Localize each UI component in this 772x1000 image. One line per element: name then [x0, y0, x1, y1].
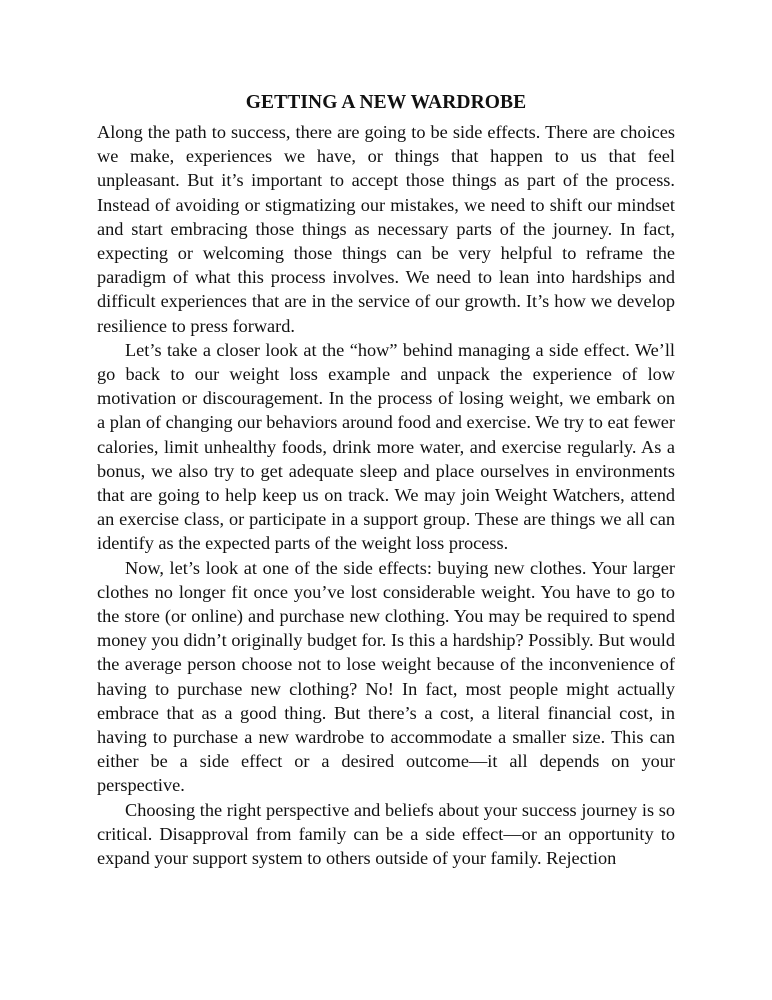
section-title: GETTING A NEW WARDROBE: [245, 92, 527, 113]
book-page: [97, 90, 675, 870]
paragraph-2: Let’s take a closer look at the “how” behind managing a side effect. We’ll go back to our weight loss example and unpack the experience of low motivation or discouragement. In the process of losing weight, we embark on a plan of changing our behaviors around food and exercise. We try to eat fewer calories, limit unhealthy foods, drink more water, and exercise regularly. As a bonus, we also try to get adequate sleep and place ourselves in environments that are going to help keep us on track. We may join Weight Watchers, attend an exercise class, or participate in a support group. These are things we all can identify as the expected parts of the weight loss process.: [97, 339, 675, 554]
paragraph-3: Now, let’s look at one of the side effects: buying new clothes. Your larger clothes no longer fit once you’ve lost considerable weight. You have to go to the store (or online) and purchase new clothing. You may be required to spend money you didn’t originally budget for. Is this a hardship? Possibly. But would the average person choose not to lose weight because of the inconvenience of having to purchase new clothing? No! In fact, most people might actually embrace that as a good thing. But there’s a cost, a literal financial cost, in having to purchase a new wardrobe to accommodate a smaller size. This can either be a side effect or a desired outcome—it all depends on your perspective.: [97, 557, 675, 796]
paragraph-4: Choosing the right perspective and beliefs about your success journey is so critical. Disapproval from family can be a side effect—or an opportunity to expand your support system to others outside of your family. Rejection: [97, 799, 675, 869]
paragraph-1: Along the path to success, there are going to be side effects. There are choices we make, experiences we have, or things that happen to us that feel unpleasant. But it’s important to accept those things as part of the process. Instead of avoiding or stigmatizing our mistakes, we need to shift our mindset and start embracing those things as necessary parts of the journey. In fact, expecting or welcoming those things can be very helpful to reframe the paradigm of what this process involves. We need to lean into hardships and difficult experiences that are in the service of our growth. It’s how we develop resilience to press forward.: [97, 122, 675, 336]
